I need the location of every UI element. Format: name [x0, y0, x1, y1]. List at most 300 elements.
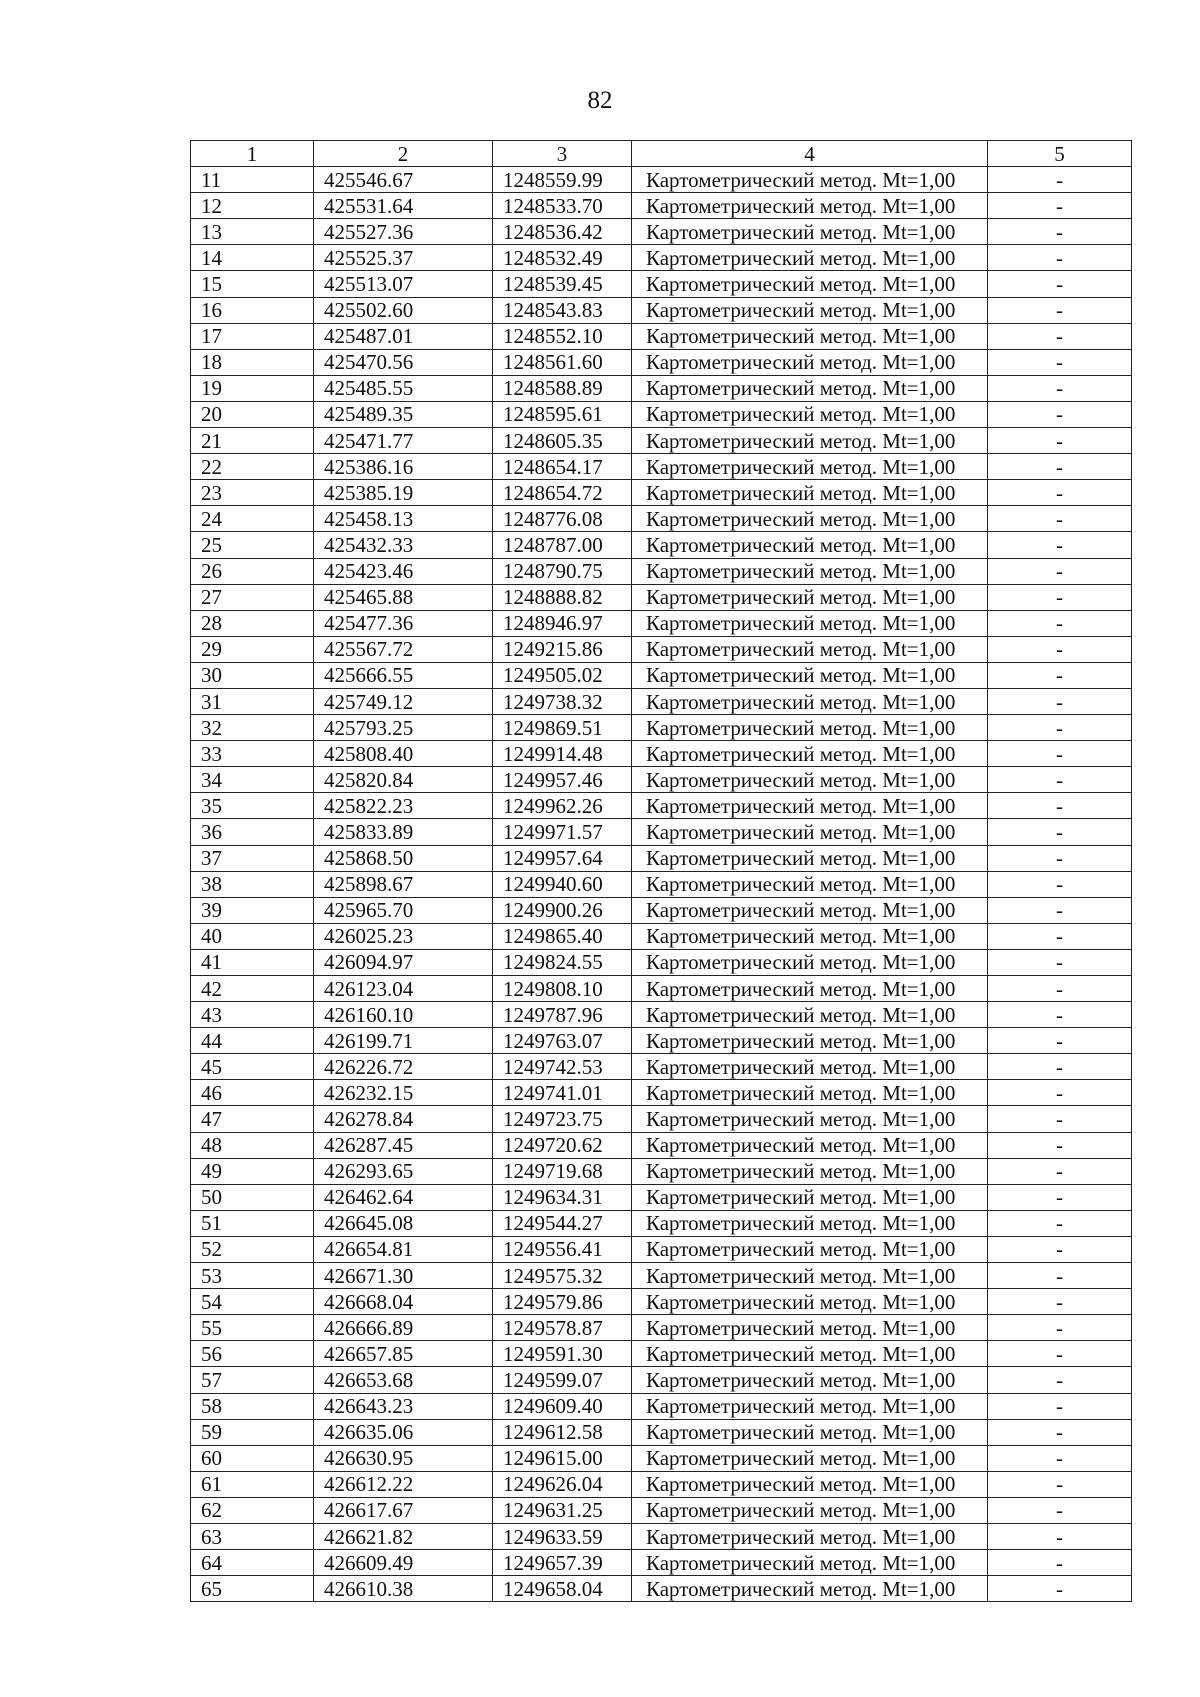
description-cell: - — [988, 401, 1132, 427]
description-cell: - — [988, 715, 1132, 741]
point-number-cell: 16 — [191, 297, 314, 323]
method-cell: Картометрический метод. Mt=1,00 — [632, 819, 988, 845]
y-coordinate-cell: 1249505.02 — [493, 662, 632, 688]
table-row — [191, 1054, 1132, 1080]
method-cell: Картометрический метод. Mt=1,00 — [632, 741, 988, 767]
x-coordinate-cell: 426666.89 — [314, 1315, 493, 1341]
point-number-cell: 41 — [191, 949, 314, 975]
point-number-cell: 24 — [191, 506, 314, 532]
x-coordinate-cell: 425965.70 — [314, 897, 493, 923]
y-coordinate-cell: 1248776.08 — [493, 506, 632, 532]
table-row — [191, 741, 1132, 767]
x-coordinate-cell: 426094.97 — [314, 949, 493, 975]
table-row — [191, 767, 1132, 793]
description-cell: - — [988, 1315, 1132, 1341]
y-coordinate-cell: 1249900.26 — [493, 897, 632, 923]
point-number-cell: 60 — [191, 1445, 314, 1471]
y-coordinate-cell: 1249631.25 — [493, 1497, 632, 1523]
description-cell: - — [988, 636, 1132, 662]
header-y-coordinate: 3 — [493, 141, 632, 167]
header-description: 5 — [988, 141, 1132, 167]
method-cell: Картометрический метод. Mt=1,00 — [632, 219, 988, 245]
x-coordinate-cell: 425470.56 — [314, 349, 493, 375]
table-row — [191, 1367, 1132, 1393]
method-cell: Картометрический метод. Mt=1,00 — [632, 271, 988, 297]
description-cell: - — [988, 454, 1132, 480]
y-coordinate-cell: 1249824.55 — [493, 949, 632, 975]
table-row — [191, 1419, 1132, 1445]
method-cell: Картометрический метод. Mt=1,00 — [632, 506, 988, 532]
method-cell: Картометрический метод. Mt=1,00 — [632, 1236, 988, 1262]
x-coordinate-cell: 425525.37 — [314, 245, 493, 271]
table-row — [191, 454, 1132, 480]
y-coordinate-cell: 1249719.68 — [493, 1158, 632, 1184]
method-cell: Картометрический метод. Mt=1,00 — [632, 323, 988, 349]
description-cell: - — [988, 1002, 1132, 1028]
table-row — [191, 1080, 1132, 1106]
method-cell: Картометрический метод. Mt=1,00 — [632, 793, 988, 819]
y-coordinate-cell: 1249723.75 — [493, 1106, 632, 1132]
description-cell: - — [988, 1419, 1132, 1445]
y-coordinate-cell: 1249738.32 — [493, 688, 632, 714]
method-cell: Картометрический метод. Mt=1,00 — [632, 532, 988, 558]
method-cell: Картометрический метод. Mt=1,00 — [632, 480, 988, 506]
description-cell: - — [988, 819, 1132, 845]
header-row — [191, 141, 1132, 167]
description-cell: - — [988, 167, 1132, 193]
x-coordinate-cell: 425546.67 — [314, 167, 493, 193]
y-coordinate-cell: 1249962.26 — [493, 793, 632, 819]
method-cell: Картометрический метод. Mt=1,00 — [632, 610, 988, 636]
y-coordinate-cell: 1248654.17 — [493, 454, 632, 480]
method-cell: Картометрический метод. Mt=1,00 — [632, 245, 988, 271]
y-coordinate-cell: 1249657.39 — [493, 1550, 632, 1576]
description-cell: - — [988, 297, 1132, 323]
method-cell: Картометрический метод. Mt=1,00 — [632, 1132, 988, 1158]
method-cell: Картометрический метод. Mt=1,00 — [632, 1523, 988, 1549]
table-row — [191, 401, 1132, 427]
table-row — [191, 1289, 1132, 1315]
description-cell: - — [988, 662, 1132, 688]
table-row — [191, 584, 1132, 610]
table-row — [191, 688, 1132, 714]
y-coordinate-cell: 1249865.40 — [493, 923, 632, 949]
description-cell: - — [988, 1367, 1132, 1393]
table-row — [191, 1106, 1132, 1132]
table-row — [191, 976, 1132, 1002]
method-cell: Картометрический метод. Mt=1,00 — [632, 688, 988, 714]
table-row — [191, 1393, 1132, 1419]
x-coordinate-cell: 425833.89 — [314, 819, 493, 845]
y-coordinate-cell: 1249869.51 — [493, 715, 632, 741]
page-number: 82 — [587, 87, 613, 114]
description-cell: - — [988, 1054, 1132, 1080]
method-cell: Картометрический метод. Mt=1,00 — [632, 1341, 988, 1367]
description-cell: - — [988, 349, 1132, 375]
description-cell: - — [988, 1550, 1132, 1576]
method-cell: Картометрический метод. Mt=1,00 — [632, 767, 988, 793]
y-coordinate-cell: 1249556.41 — [493, 1236, 632, 1262]
description-cell: - — [988, 793, 1132, 819]
point-number-cell: 52 — [191, 1236, 314, 1262]
table-row — [191, 1471, 1132, 1497]
y-coordinate-cell: 1249940.60 — [493, 871, 632, 897]
table-row — [191, 949, 1132, 975]
point-number-cell: 56 — [191, 1341, 314, 1367]
y-coordinate-cell: 1249633.59 — [493, 1523, 632, 1549]
table-row — [191, 323, 1132, 349]
x-coordinate-cell: 425489.35 — [314, 401, 493, 427]
x-coordinate-cell: 426610.38 — [314, 1576, 493, 1602]
point-number-cell: 61 — [191, 1471, 314, 1497]
x-coordinate-cell: 426621.82 — [314, 1523, 493, 1549]
x-coordinate-cell: 426462.64 — [314, 1184, 493, 1210]
description-cell: - — [988, 1576, 1132, 1602]
y-coordinate-cell: 1248559.99 — [493, 167, 632, 193]
point-number-cell: 35 — [191, 793, 314, 819]
point-number-cell: 26 — [191, 558, 314, 584]
point-number-cell: 64 — [191, 1550, 314, 1576]
x-coordinate-cell: 426199.71 — [314, 1028, 493, 1054]
y-coordinate-cell: 1249578.87 — [493, 1315, 632, 1341]
x-coordinate-cell: 426025.23 — [314, 923, 493, 949]
x-coordinate-cell: 425868.50 — [314, 845, 493, 871]
y-coordinate-cell: 1249634.31 — [493, 1184, 632, 1210]
description-cell: - — [988, 1236, 1132, 1262]
table-row — [191, 506, 1132, 532]
header-point-number: 1 — [191, 141, 314, 167]
x-coordinate-cell: 425567.72 — [314, 636, 493, 662]
x-coordinate-cell: 426278.84 — [314, 1106, 493, 1132]
point-number-cell: 50 — [191, 1184, 314, 1210]
description-cell: - — [988, 610, 1132, 636]
y-coordinate-cell: 1249215.86 — [493, 636, 632, 662]
y-coordinate-cell: 1248654.72 — [493, 480, 632, 506]
method-cell: Картометрический метод. Mt=1,00 — [632, 167, 988, 193]
method-cell: Картометрический метод. Mt=1,00 — [632, 845, 988, 871]
description-cell: - — [988, 1028, 1132, 1054]
table-row — [191, 610, 1132, 636]
method-cell: Картометрический метод. Mt=1,00 — [632, 1497, 988, 1523]
x-coordinate-cell: 425423.46 — [314, 558, 493, 584]
x-coordinate-cell: 425465.88 — [314, 584, 493, 610]
method-cell: Картометрический метод. Mt=1,00 — [632, 636, 988, 662]
description-cell: - — [988, 532, 1132, 558]
description-cell: - — [988, 1080, 1132, 1106]
method-cell: Картометрический метод. Mt=1,00 — [632, 1184, 988, 1210]
x-coordinate-cell: 425471.77 — [314, 428, 493, 454]
description-cell: - — [988, 1158, 1132, 1184]
x-coordinate-cell: 426654.81 — [314, 1236, 493, 1262]
x-coordinate-cell: 425808.40 — [314, 741, 493, 767]
point-number-cell: 13 — [191, 219, 314, 245]
point-number-cell: 57 — [191, 1367, 314, 1393]
point-number-cell: 32 — [191, 715, 314, 741]
method-cell: Картометрический метод. Mt=1,00 — [632, 1289, 988, 1315]
description-cell: - — [988, 1132, 1132, 1158]
y-coordinate-cell: 1249612.58 — [493, 1419, 632, 1445]
method-cell: Картометрический метод. Mt=1,00 — [632, 428, 988, 454]
y-coordinate-cell: 1248552.10 — [493, 323, 632, 349]
table-row — [191, 297, 1132, 323]
table-row — [191, 1263, 1132, 1289]
point-number-cell: 43 — [191, 1002, 314, 1028]
method-cell: Картометрический метод. Mt=1,00 — [632, 1028, 988, 1054]
y-coordinate-cell: 1248595.61 — [493, 401, 632, 427]
x-coordinate-cell: 426657.85 — [314, 1341, 493, 1367]
x-coordinate-cell: 426612.22 — [314, 1471, 493, 1497]
y-coordinate-cell: 1249971.57 — [493, 819, 632, 845]
y-coordinate-cell: 1249609.40 — [493, 1393, 632, 1419]
y-coordinate-cell: 1249626.04 — [493, 1471, 632, 1497]
x-coordinate-cell: 425793.25 — [314, 715, 493, 741]
method-cell: Картометрический метод. Mt=1,00 — [632, 1080, 988, 1106]
table-row — [191, 1028, 1132, 1054]
y-coordinate-cell: 1249720.62 — [493, 1132, 632, 1158]
point-number-cell: 58 — [191, 1393, 314, 1419]
x-coordinate-cell: 425898.67 — [314, 871, 493, 897]
point-number-cell: 47 — [191, 1106, 314, 1132]
point-number-cell: 20 — [191, 401, 314, 427]
point-number-cell: 27 — [191, 584, 314, 610]
description-cell: - — [988, 428, 1132, 454]
x-coordinate-cell: 425531.64 — [314, 193, 493, 219]
point-number-cell: 39 — [191, 897, 314, 923]
method-cell: Картометрический метод. Mt=1,00 — [632, 1367, 988, 1393]
y-coordinate-cell: 1249591.30 — [493, 1341, 632, 1367]
description-cell: - — [988, 1106, 1132, 1132]
y-coordinate-cell: 1249579.86 — [493, 1289, 632, 1315]
description-cell: - — [988, 323, 1132, 349]
y-coordinate-cell: 1248787.00 — [493, 532, 632, 558]
point-number-cell: 36 — [191, 819, 314, 845]
y-coordinate-cell: 1248946.97 — [493, 610, 632, 636]
y-coordinate-cell: 1249575.32 — [493, 1263, 632, 1289]
table-row — [191, 1315, 1132, 1341]
x-coordinate-cell: 425822.23 — [314, 793, 493, 819]
x-coordinate-cell: 426671.30 — [314, 1263, 493, 1289]
description-cell: - — [988, 741, 1132, 767]
method-cell: Картометрический метод. Mt=1,00 — [632, 1471, 988, 1497]
table-row — [191, 1576, 1132, 1602]
description-cell: - — [988, 1341, 1132, 1367]
x-coordinate-cell: 426293.65 — [314, 1158, 493, 1184]
x-coordinate-cell: 425432.33 — [314, 532, 493, 558]
table-header — [191, 141, 1132, 167]
x-coordinate-cell: 425487.01 — [314, 323, 493, 349]
x-coordinate-cell: 426160.10 — [314, 1002, 493, 1028]
point-number-cell: 49 — [191, 1158, 314, 1184]
x-coordinate-cell: 426668.04 — [314, 1289, 493, 1315]
table-row — [191, 636, 1132, 662]
y-coordinate-cell: 1249741.01 — [493, 1080, 632, 1106]
method-cell: Картометрический метод. Mt=1,00 — [632, 1576, 988, 1602]
y-coordinate-cell: 1248533.70 — [493, 193, 632, 219]
description-cell: - — [988, 1471, 1132, 1497]
description-cell: - — [988, 871, 1132, 897]
method-cell: Картометрический метод. Mt=1,00 — [632, 1393, 988, 1419]
method-cell: Картометрический метод. Mt=1,00 — [632, 1445, 988, 1471]
y-coordinate-cell: 1248605.35 — [493, 428, 632, 454]
point-number-cell: 53 — [191, 1263, 314, 1289]
point-number-cell: 63 — [191, 1523, 314, 1549]
point-number-cell: 21 — [191, 428, 314, 454]
method-cell: Картометрический метод. Mt=1,00 — [632, 662, 988, 688]
method-cell: Картометрический метод. Mt=1,00 — [632, 558, 988, 584]
table-row — [191, 1132, 1132, 1158]
table-row — [191, 428, 1132, 454]
description-cell: - — [988, 480, 1132, 506]
method-cell: Картометрический метод. Mt=1,00 — [632, 375, 988, 401]
y-coordinate-cell: 1249914.48 — [493, 741, 632, 767]
description-cell: - — [988, 193, 1132, 219]
method-cell: Картометрический метод. Mt=1,00 — [632, 715, 988, 741]
method-cell: Картометрический метод. Mt=1,00 — [632, 1158, 988, 1184]
x-coordinate-cell: 425386.16 — [314, 454, 493, 480]
point-number-cell: 54 — [191, 1289, 314, 1315]
y-coordinate-cell: 1249957.46 — [493, 767, 632, 793]
x-coordinate-cell: 426226.72 — [314, 1054, 493, 1080]
method-cell: Картометрический метод. Mt=1,00 — [632, 584, 988, 610]
x-coordinate-cell: 426653.68 — [314, 1367, 493, 1393]
x-coordinate-cell: 425485.55 — [314, 375, 493, 401]
method-cell: Картометрический метод. Mt=1,00 — [632, 1210, 988, 1236]
x-coordinate-cell: 426643.23 — [314, 1393, 493, 1419]
table-row — [191, 923, 1132, 949]
point-number-cell: 23 — [191, 480, 314, 506]
y-coordinate-cell: 1249763.07 — [493, 1028, 632, 1054]
description-cell: - — [988, 897, 1132, 923]
description-cell: - — [988, 1523, 1132, 1549]
point-number-cell: 48 — [191, 1132, 314, 1158]
x-coordinate-cell: 425527.36 — [314, 219, 493, 245]
description-cell: - — [988, 949, 1132, 975]
table-row — [191, 349, 1132, 375]
point-number-cell: 38 — [191, 871, 314, 897]
point-number-cell: 14 — [191, 245, 314, 271]
table-row — [191, 1236, 1132, 1262]
table-row — [191, 1523, 1132, 1549]
point-number-cell: 42 — [191, 976, 314, 1002]
point-number-cell: 22 — [191, 454, 314, 480]
description-cell: - — [988, 1210, 1132, 1236]
x-coordinate-cell: 426630.95 — [314, 1445, 493, 1471]
x-coordinate-cell: 426617.67 — [314, 1497, 493, 1523]
point-number-cell: 31 — [191, 688, 314, 714]
table-row — [191, 1445, 1132, 1471]
x-coordinate-cell: 425749.12 — [314, 688, 493, 714]
y-coordinate-cell: 1248532.49 — [493, 245, 632, 271]
header-method: 4 — [632, 141, 988, 167]
description-cell: - — [988, 245, 1132, 271]
method-cell: Картометрический метод. Mt=1,00 — [632, 193, 988, 219]
table-row — [191, 245, 1132, 271]
description-cell: - — [988, 375, 1132, 401]
description-cell: - — [988, 558, 1132, 584]
y-coordinate-cell: 1249658.04 — [493, 1576, 632, 1602]
description-cell: - — [988, 1184, 1132, 1210]
point-number-cell: 46 — [191, 1080, 314, 1106]
method-cell: Картометрический метод. Mt=1,00 — [632, 1315, 988, 1341]
point-number-cell: 17 — [191, 323, 314, 349]
x-coordinate-cell: 426287.45 — [314, 1132, 493, 1158]
table-row — [191, 793, 1132, 819]
point-number-cell: 45 — [191, 1054, 314, 1080]
table-row — [191, 845, 1132, 871]
point-number-cell: 18 — [191, 349, 314, 375]
method-cell: Картометрический метод. Mt=1,00 — [632, 1054, 988, 1080]
point-number-cell: 19 — [191, 375, 314, 401]
x-coordinate-cell: 425513.07 — [314, 271, 493, 297]
table-row — [191, 871, 1132, 897]
method-cell: Картометрический метод. Mt=1,00 — [632, 1106, 988, 1132]
point-number-cell: 28 — [191, 610, 314, 636]
point-number-cell: 30 — [191, 662, 314, 688]
y-coordinate-cell: 1249957.64 — [493, 845, 632, 871]
y-coordinate-cell: 1249787.96 — [493, 1002, 632, 1028]
point-number-cell: 33 — [191, 741, 314, 767]
y-coordinate-cell: 1249544.27 — [493, 1210, 632, 1236]
description-cell: - — [988, 845, 1132, 871]
table-row — [191, 1002, 1132, 1028]
method-cell: Картометрический метод. Mt=1,00 — [632, 923, 988, 949]
y-coordinate-cell: 1248539.45 — [493, 271, 632, 297]
method-cell: Картометрический метод. Mt=1,00 — [632, 949, 988, 975]
description-cell: - — [988, 271, 1132, 297]
x-coordinate-cell: 426232.15 — [314, 1080, 493, 1106]
y-coordinate-cell: 1248588.89 — [493, 375, 632, 401]
y-coordinate-cell: 1248561.60 — [493, 349, 632, 375]
point-number-cell: 15 — [191, 271, 314, 297]
header-x-coordinate: 2 — [314, 141, 493, 167]
method-cell: Картометрический метод. Mt=1,00 — [632, 297, 988, 323]
table-row — [191, 1497, 1132, 1523]
description-cell: - — [988, 976, 1132, 1002]
description-cell: - — [988, 767, 1132, 793]
description-cell: - — [988, 1445, 1132, 1471]
description-cell: - — [988, 1497, 1132, 1523]
y-coordinate-cell: 1249742.53 — [493, 1054, 632, 1080]
x-coordinate-cell: 425502.60 — [314, 297, 493, 323]
point-number-cell: 44 — [191, 1028, 314, 1054]
y-coordinate-cell: 1249599.07 — [493, 1367, 632, 1393]
description-cell: - — [988, 1289, 1132, 1315]
x-coordinate-cell: 425820.84 — [314, 767, 493, 793]
point-number-cell: 29 — [191, 636, 314, 662]
description-cell: - — [988, 219, 1132, 245]
description-cell: - — [988, 688, 1132, 714]
table-row — [191, 532, 1132, 558]
x-coordinate-cell: 426635.06 — [314, 1419, 493, 1445]
method-cell: Картометрический метод. Mt=1,00 — [632, 1419, 988, 1445]
table-row — [191, 1158, 1132, 1184]
table-row — [191, 1210, 1132, 1236]
table-row — [191, 662, 1132, 688]
description-cell: - — [988, 506, 1132, 532]
point-number-cell: 37 — [191, 845, 314, 871]
description-cell: - — [988, 1263, 1132, 1289]
method-cell: Картометрический метод. Mt=1,00 — [632, 401, 988, 427]
method-cell: Картометрический метод. Mt=1,00 — [632, 349, 988, 375]
table-row — [191, 193, 1132, 219]
y-coordinate-cell: 1249808.10 — [493, 976, 632, 1002]
point-number-cell: 25 — [191, 532, 314, 558]
method-cell: Картометрический метод. Mt=1,00 — [632, 1263, 988, 1289]
description-cell: - — [988, 1393, 1132, 1419]
x-coordinate-cell: 425458.13 — [314, 506, 493, 532]
point-number-cell: 55 — [191, 1315, 314, 1341]
method-cell: Картометрический метод. Mt=1,00 — [632, 454, 988, 480]
